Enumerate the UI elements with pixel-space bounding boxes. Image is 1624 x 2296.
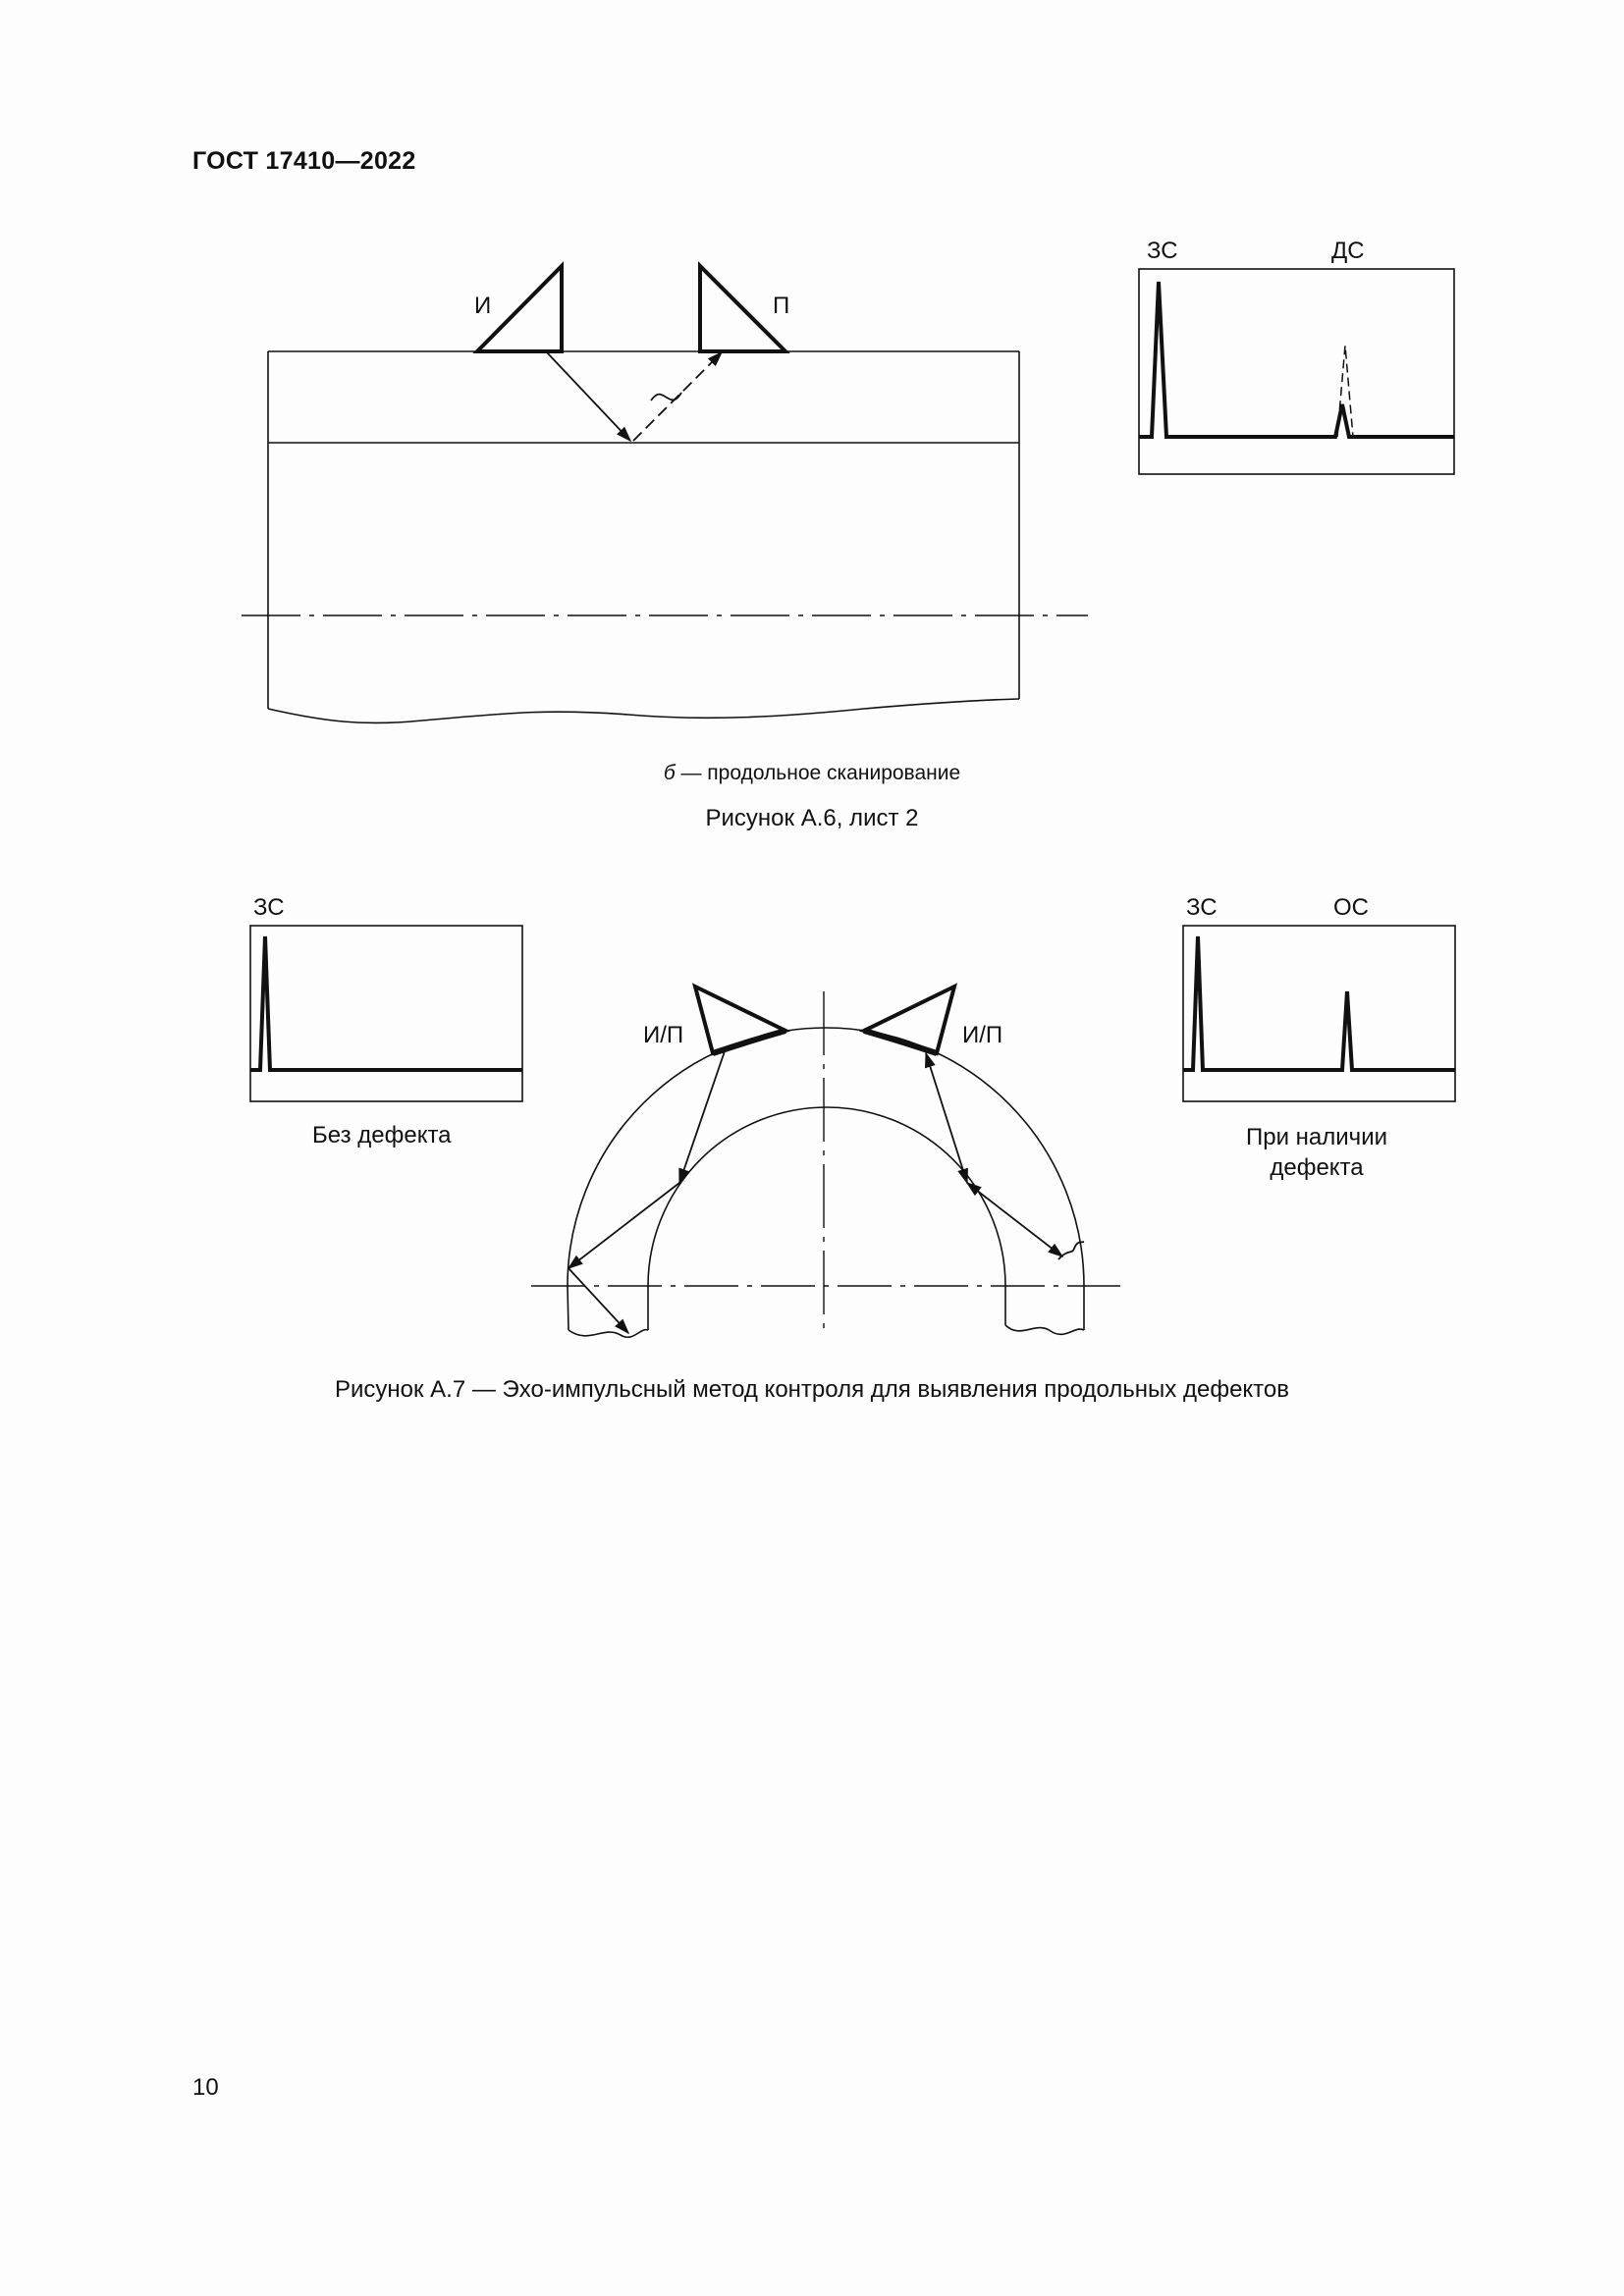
figure-a7-caption: Рисунок А.7 — Эхо-импульсный метод контроля для выявления продольных дефектов bbox=[334, 1376, 1290, 1403]
pipe-longitudinal-section bbox=[268, 351, 1019, 723]
oscillogram-no-defect bbox=[250, 926, 522, 1101]
probe-pulse-label: ЗС bbox=[1147, 238, 1178, 264]
subfigure-letter: б bbox=[663, 762, 676, 784]
bottom-signal-label: ДС bbox=[1331, 238, 1365, 264]
subfigure-caption bbox=[0, 762, 1624, 785]
receiver-label: П bbox=[773, 293, 790, 319]
transducer-left-label: И/П bbox=[643, 1022, 684, 1048]
subfigure-text: — продольное сканирование bbox=[675, 762, 961, 784]
cross-section-centerlines bbox=[531, 991, 1120, 1333]
defect-echo-peak-label: ОС bbox=[1333, 894, 1369, 921]
page-number: 10 bbox=[192, 2074, 219, 2101]
figure-a6-caption: Рисунок А.6, лист 2 bbox=[705, 805, 919, 831]
defect-probe-peak-label: ЗС bbox=[1186, 894, 1218, 921]
defect-caption bbox=[1186, 1122, 1447, 1183]
oscillogram-with-defect bbox=[1183, 926, 1455, 1101]
transducer-right-label: И/П bbox=[962, 1022, 1003, 1048]
ultrasound-beam-path bbox=[546, 351, 722, 441]
defect-caption-line1: При наличии bbox=[1246, 1124, 1387, 1150]
cross-section-beam-paths bbox=[568, 1051, 1084, 1333]
transducer-left bbox=[695, 987, 785, 1053]
emitter-label: И bbox=[474, 293, 492, 319]
no-defect-peak-label: ЗС bbox=[253, 894, 285, 921]
defect-caption-line2: дефекта bbox=[1270, 1154, 1364, 1181]
transducer-right bbox=[864, 987, 954, 1053]
document-header: ГОСТ 17410—2022 bbox=[192, 147, 416, 175]
pipe-cross-section bbox=[568, 1028, 1084, 1337]
no-defect-caption: Без дефекта bbox=[312, 1122, 452, 1148]
oscillogram-longitudinal bbox=[1139, 269, 1454, 474]
